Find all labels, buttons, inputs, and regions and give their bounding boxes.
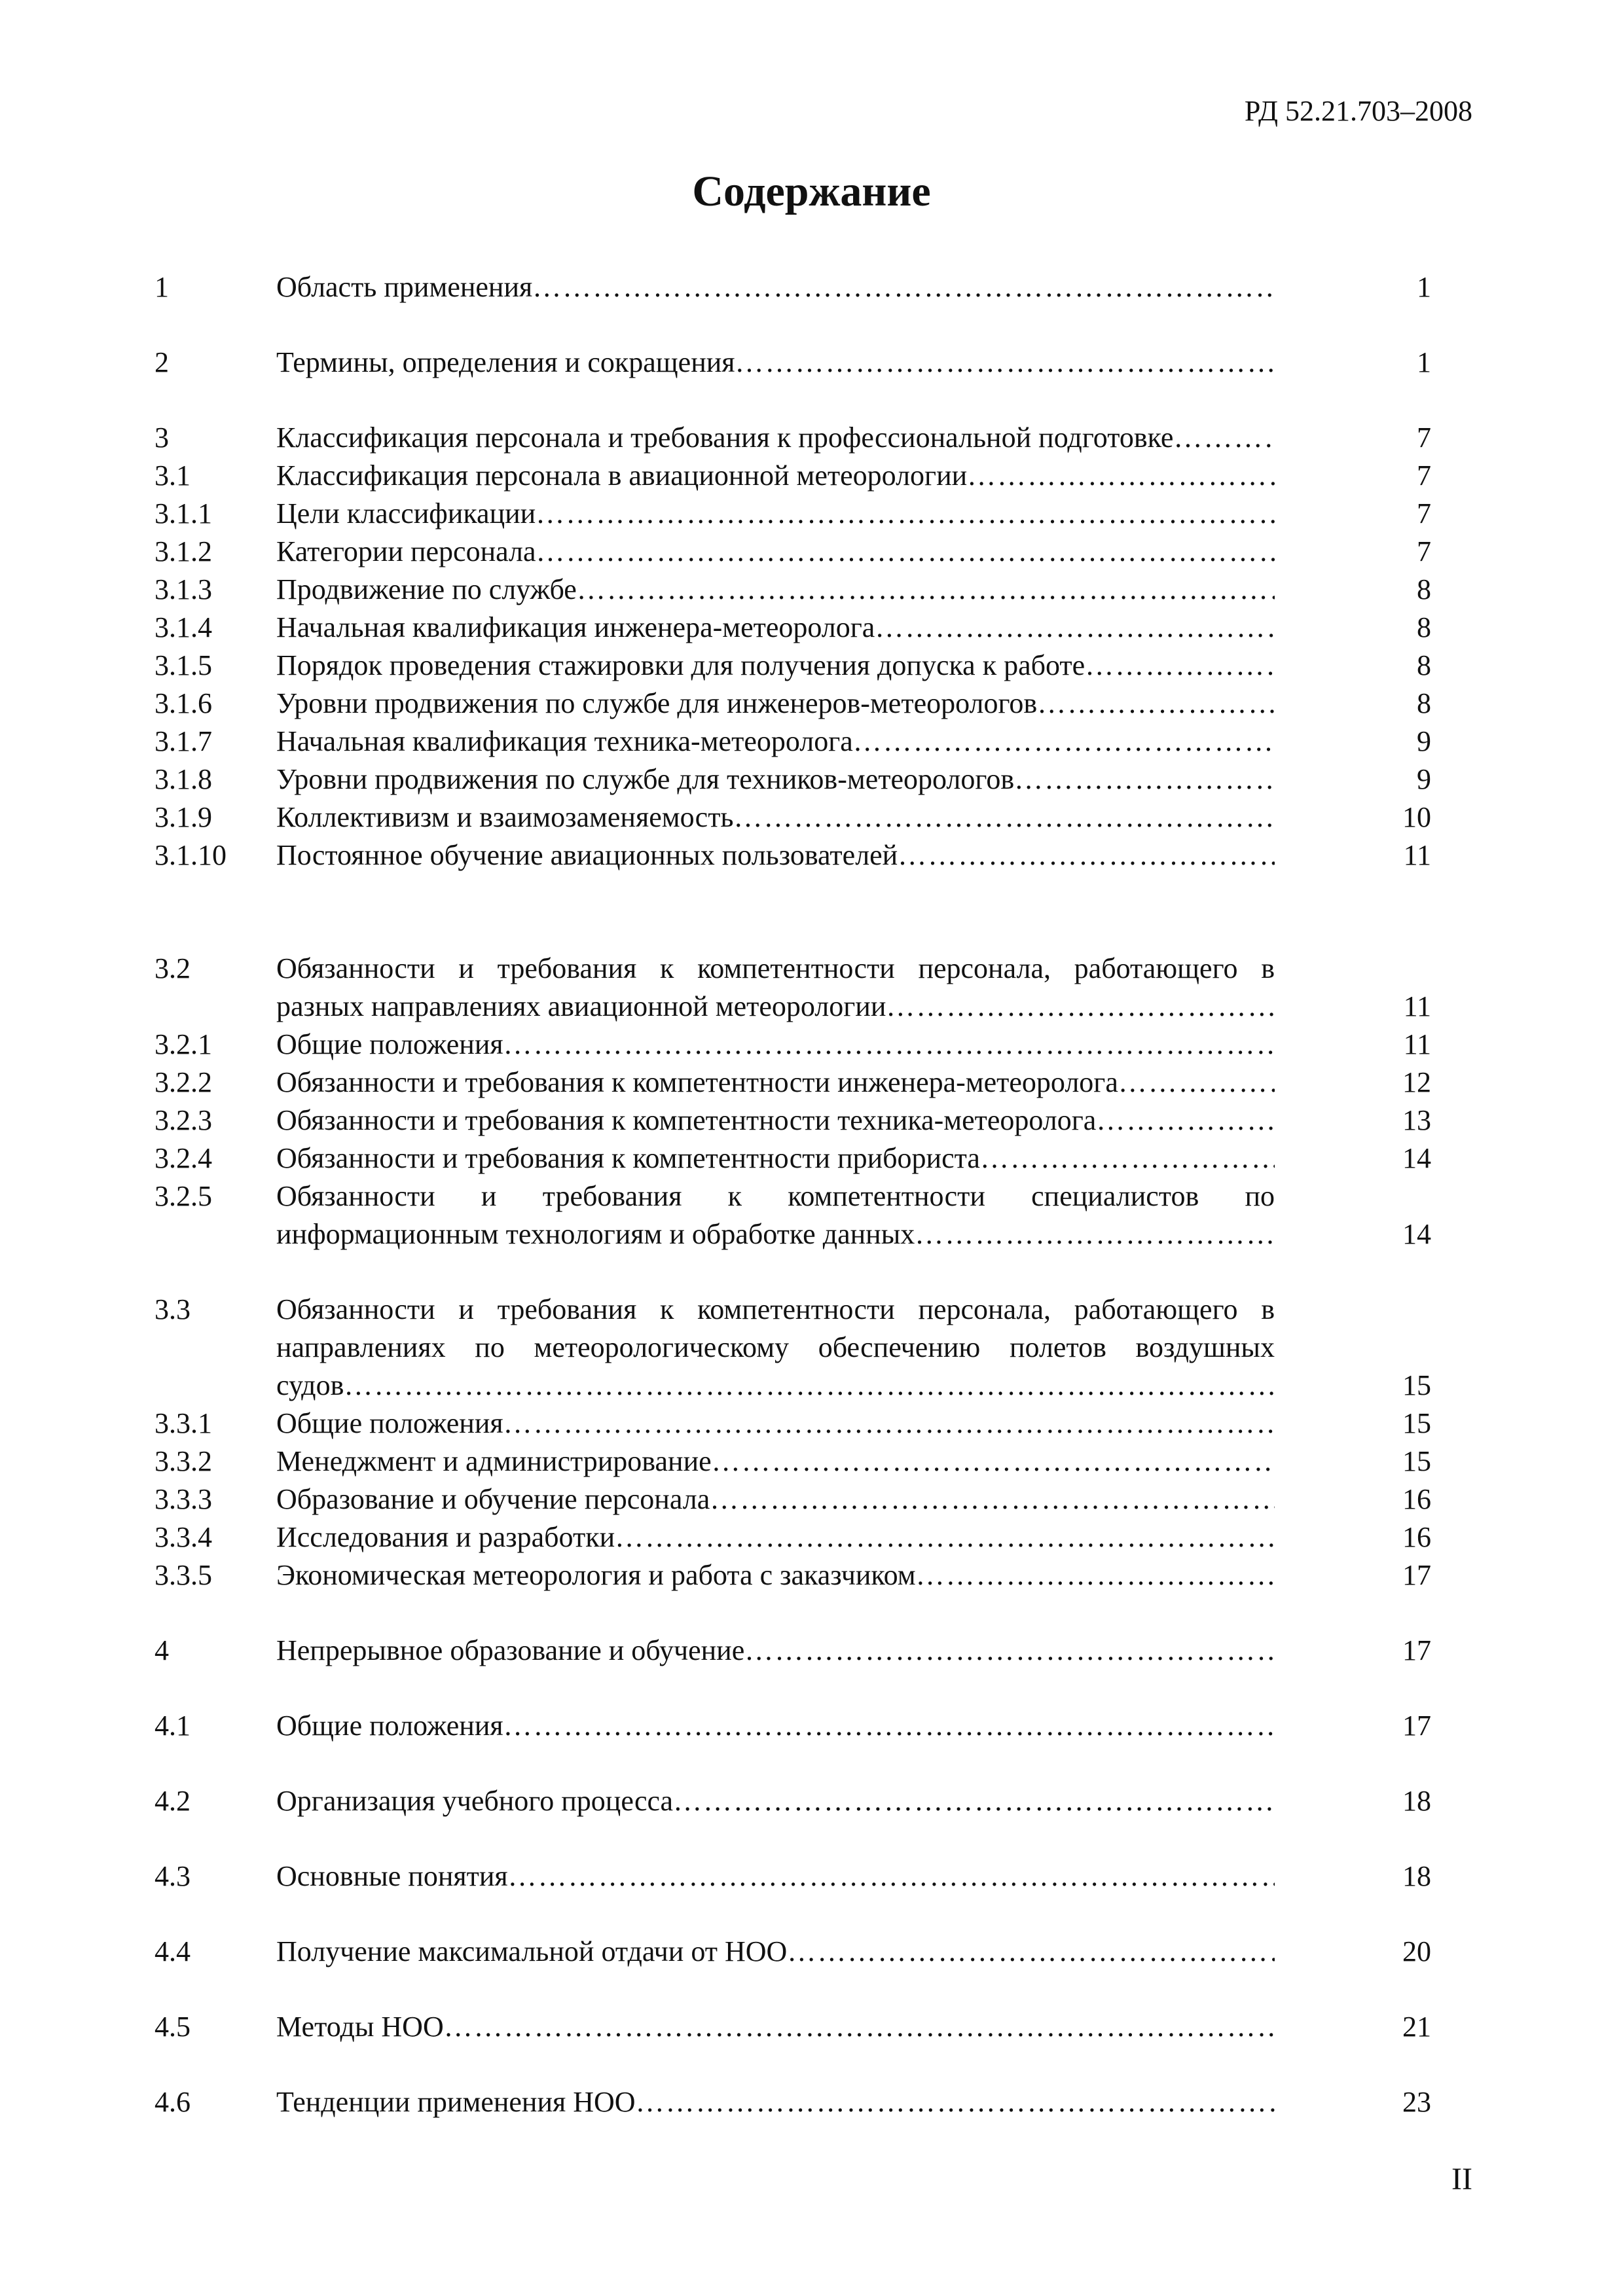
dot-leader: [787, 1933, 1275, 1971]
toc-entry-page: 15: [1402, 1445, 1431, 1477]
toc-entry-title-row: [276, 1480, 1275, 1518]
toc-entry-body: [276, 1632, 1275, 1670]
toc-entry-body: [276, 571, 1275, 609]
toc-entry-title-row: [276, 457, 1275, 495]
toc-entry-title: Коллективизм и взаимозаменяемость: [276, 801, 734, 833]
toc-entry-page: 9: [1417, 763, 1431, 795]
toc-entry-number: 4.6: [155, 2086, 191, 2118]
toc-entry-title: Исследования и разработки: [276, 1521, 615, 1553]
toc-entry-title: Уровни продвижения по службе для инженеров-метеорологов: [276, 687, 1038, 719]
toc-entry: [155, 419, 1431, 457]
toc-entry: [155, 1177, 1431, 1253]
toc-entry-page: 1: [1417, 271, 1431, 303]
toc-entry-title: Общие положения: [276, 1407, 503, 1439]
toc-entry-title-row: [276, 1215, 1275, 1253]
toc-entry-page: 8: [1417, 649, 1431, 681]
toc-entry-title-row: [276, 1857, 1275, 1895]
toc-entry-body: [276, 609, 1275, 647]
toc-entry: [155, 647, 1431, 685]
toc-entry-number: 4.4: [155, 1935, 191, 1967]
dot-leader: [673, 1782, 1275, 1820]
dot-leader: [853, 723, 1275, 761]
toc-entry-body: [276, 419, 1275, 457]
toc-entry-title: Постоянное обучение авиационных пользователей: [276, 839, 898, 871]
toc-entry-number: 3.1.5: [155, 649, 212, 681]
toc-entry: [155, 2008, 1431, 2046]
toc-entry-number: 3.3.2: [155, 1445, 212, 1477]
toc-entry-number: 3.1.10: [155, 839, 227, 871]
dot-leader: [344, 1367, 1275, 1405]
toc-entry-page: 7: [1417, 459, 1431, 492]
dot-leader: [1096, 1102, 1275, 1139]
toc-entry-number: 3.2.4: [155, 1142, 212, 1174]
toc-entry-title-row: [276, 1405, 1275, 1443]
toc-entry-page: 14: [1402, 1218, 1431, 1250]
toc-entry-page: 8: [1417, 687, 1431, 719]
toc-entry: [155, 1064, 1431, 1102]
toc-entry-number: 3.1.6: [155, 687, 212, 719]
dot-leader: [636, 2083, 1275, 2121]
dot-leader: [710, 1480, 1275, 1518]
toc-entry-title-row: [276, 761, 1275, 798]
toc-entry-title-row: [276, 1367, 1275, 1405]
toc-entry-page: 11: [1403, 839, 1431, 871]
dot-leader: [915, 1215, 1275, 1253]
toc-entry: [155, 344, 1431, 382]
toc-entry: [155, 685, 1431, 723]
toc-entry-title: Экономическая метеорология и работа с заказчиком: [276, 1559, 916, 1591]
toc-entry-title-row: [276, 1026, 1275, 1064]
toc-entry-body: [276, 1518, 1275, 1556]
toc-entry-number: 4: [155, 1634, 169, 1666]
toc-entry-number: 3.3.1: [155, 1407, 212, 1439]
toc-entry-page: 11: [1403, 990, 1431, 1022]
toc-entry-number: 3.3: [155, 1293, 191, 1325]
toc-entry: [155, 1291, 1431, 1405]
toc-entry-title-row: [276, 1782, 1275, 1820]
dot-leader: [898, 836, 1275, 874]
toc-entry-title-row: [276, 571, 1275, 609]
dot-leader: [503, 1026, 1275, 1064]
toc-entry-number: 3.2.1: [155, 1028, 212, 1060]
toc-entry: [155, 798, 1431, 836]
dot-leader: [536, 495, 1275, 533]
dot-leader: [1118, 1064, 1275, 1102]
toc-entry-title: Область применения: [276, 271, 533, 303]
toc-entry-title: Общие положения: [276, 1028, 503, 1060]
toc-entry-number: 3.2: [155, 952, 191, 984]
toc-entry-number: 3.2.2: [155, 1066, 212, 1098]
toc-entry-page: 13: [1402, 1104, 1431, 1136]
dot-leader: [735, 344, 1275, 382]
toc-entry-number: 3.3.3: [155, 1483, 212, 1515]
dot-leader: [1173, 419, 1275, 457]
toc-entry-body: [276, 1857, 1275, 1895]
toc-entry-body: [276, 2083, 1275, 2121]
toc-entry-number: 3.3.4: [155, 1521, 212, 1553]
toc-entry-body: [276, 836, 1275, 874]
toc-entry-title: Классификация персонала в авиационной метеорологии: [276, 459, 968, 492]
toc-entry-page: 9: [1417, 725, 1431, 757]
toc-entry: [155, 1632, 1431, 1670]
dot-leader: [1085, 647, 1275, 685]
toc-entry-title: Методы НОО: [276, 2011, 444, 2043]
dot-leader: [1037, 685, 1275, 723]
toc-entry-body: [276, 1102, 1275, 1139]
dot-leader: [744, 1632, 1275, 1670]
toc-entry-title-row: [276, 798, 1275, 836]
toc-entry-number: 2: [155, 346, 169, 378]
toc-entry-page: 10: [1402, 801, 1431, 833]
toc-entry: [155, 1026, 1431, 1064]
toc-entry-title-row: [276, 836, 1275, 874]
toc-entry-title-row: [276, 647, 1275, 685]
toc-entry-body: [276, 1291, 1275, 1405]
toc-entry-title: информационным технологиям и обработке данных: [276, 1218, 915, 1250]
toc-entry-body: [276, 798, 1275, 836]
toc-entry-number: 4.3: [155, 1860, 191, 1892]
toc-entry-title-row: [276, 1632, 1275, 1670]
toc-entry-body: [276, 1933, 1275, 1971]
toc-entry-title: Обязанности и требования к компетентности прибориста: [276, 1142, 980, 1174]
toc-entry-title-row: [276, 1556, 1275, 1594]
toc-entry-title: Обязанности и требования к компетентности инженера-метеоролога: [276, 1066, 1118, 1098]
toc-entry-title: Менеджмент и администрирование: [276, 1445, 712, 1477]
dot-leader: [886, 988, 1275, 1026]
toc-entry-title-row: [276, 1443, 1275, 1480]
toc-entry-number: 3.1: [155, 459, 191, 492]
toc-entry-title: Начальная квалификация инженера-метеоролога: [276, 611, 875, 643]
dot-leader: [577, 571, 1275, 609]
toc-entry-page: 17: [1402, 1634, 1431, 1666]
toc-entry-page: 18: [1402, 1785, 1431, 1817]
dot-leader: [615, 1518, 1275, 1556]
toc-entry-number: 4.5: [155, 2011, 191, 2043]
toc-entry-number: 3.1.9: [155, 801, 212, 833]
toc-entry-title: Начальная квалификация техника-метеоролога: [276, 725, 853, 757]
toc-entry-title: судов: [276, 1369, 344, 1401]
toc-entry-number: 3.2.5: [155, 1180, 212, 1212]
toc-entry-title: Порядок проведения стажировки для получения допуска к работе: [276, 649, 1085, 681]
toc-entry-page: 15: [1402, 1407, 1431, 1439]
document-id: РД 52.21.703–2008: [1244, 95, 1472, 127]
toc-entry-line: направлениях по метеорологическому обеспечению полетов воздушных: [276, 1331, 1275, 1363]
toc-entry: [155, 268, 1431, 306]
toc-entry-title: разных направлениях авиационной метеорологии: [276, 990, 886, 1022]
toc-entry-title: Категории персонала: [276, 535, 536, 567]
dot-leader: [712, 1443, 1275, 1480]
toc-entry: [155, 1707, 1431, 1745]
toc-entry-line: Обязанности и требования к компетентности персонала, работающего в: [276, 952, 1275, 984]
toc-entry-number: 3.1.7: [155, 725, 212, 757]
toc-entry-title-row: [276, 685, 1275, 723]
toc-entry-title: Классификация персонала и требования к профессиональной подготовке: [276, 422, 1174, 454]
toc-entry-number: 1: [155, 271, 169, 303]
toc-entry-title: Образование и обучение персонала: [276, 1483, 710, 1515]
toc-entry-body: [276, 344, 1275, 382]
toc-entry-title: Обязанности и требования к компетентности техника-метеоролога: [276, 1104, 1097, 1136]
toc-entry-page: 12: [1402, 1066, 1431, 1098]
toc-entry-page: 7: [1417, 422, 1431, 454]
toc-entry-body: [276, 647, 1275, 685]
page-number: II: [1451, 2162, 1472, 2197]
toc-entry-page: 23: [1402, 2086, 1431, 2118]
toc-entry: [155, 1102, 1431, 1139]
page-title: Содержание: [692, 168, 931, 215]
toc-entry-page: 7: [1417, 497, 1431, 529]
toc-entry: [155, 1405, 1431, 1443]
toc-entry-title: Получение максимальной отдачи от НОО: [276, 1935, 788, 1967]
dot-leader: [980, 1139, 1275, 1177]
toc-entry-line: Обязанности и требования к компетентности специалистов по: [276, 1180, 1275, 1212]
toc-entry-page: 15: [1402, 1369, 1431, 1401]
toc-entry-page: 16: [1402, 1521, 1431, 1553]
toc-entry-number: 4.2: [155, 1785, 191, 1817]
toc-entry-title-row: [276, 495, 1275, 533]
dot-leader: [444, 2008, 1275, 2046]
toc-entry-title-row: [276, 1707, 1275, 1745]
toc-entry: [155, 2083, 1431, 2121]
toc-entry: [155, 495, 1431, 533]
toc-entry-number: 3.1.3: [155, 573, 212, 605]
toc-entry-title: Непрерывное образование и обучение: [276, 1634, 745, 1666]
toc-entry-body: [276, 723, 1275, 761]
toc-entry-title: Общие положения: [276, 1710, 503, 1742]
toc-entry-body: [276, 950, 1275, 1026]
toc-entry-page: 17: [1402, 1710, 1431, 1742]
dot-leader: [536, 533, 1275, 571]
toc-entry-number: 3.1.8: [155, 763, 212, 795]
toc-entry-body: [276, 495, 1275, 533]
toc-entry-body: [276, 1782, 1275, 1820]
toc-entry: [155, 1443, 1431, 1480]
toc-entry-page: 18: [1402, 1860, 1431, 1892]
toc-entry-page: 8: [1417, 573, 1431, 605]
toc-entry-title-row: [276, 1139, 1275, 1177]
toc-entry-body: [276, 533, 1275, 571]
toc-entry-title-row: [276, 609, 1275, 647]
toc-entry-page: 1: [1417, 346, 1431, 378]
toc-entry-title-row: [276, 2008, 1275, 2046]
toc-entry-body: [276, 1139, 1275, 1177]
toc-entry-title-row: [276, 723, 1275, 761]
toc-entry-body: [276, 1026, 1275, 1064]
toc-entry: [155, 571, 1431, 609]
toc-entry-title: Уровни продвижения по службе для техников-метеорологов: [276, 763, 1015, 795]
toc-entry-body: [276, 1064, 1275, 1102]
table-of-contents: [155, 268, 1431, 2121]
toc-entry-title-row: [276, 1102, 1275, 1139]
toc-entry: [155, 1556, 1431, 1594]
toc-entry: [155, 609, 1431, 647]
toc-entry-line: Обязанности и требования к компетентности персонала, работающего в: [276, 1293, 1275, 1325]
toc-entry: [155, 533, 1431, 571]
toc-entry: [155, 761, 1431, 798]
toc-entry-title: Цели классификации: [276, 497, 536, 529]
toc-entry: [155, 950, 1431, 1026]
dot-leader: [1014, 761, 1275, 798]
dot-leader: [503, 1405, 1275, 1443]
toc-entry: [155, 1782, 1431, 1820]
toc-entry-body: [276, 2008, 1275, 2046]
toc-entry: [155, 836, 1431, 874]
toc-entry-page: 14: [1402, 1142, 1431, 1174]
toc-entry-number: 3.1.1: [155, 497, 212, 529]
toc-entry-title-row: [276, 1933, 1275, 1971]
dot-leader: [532, 268, 1275, 306]
toc-entry-number: 3: [155, 422, 169, 454]
toc-entry-title-row: [276, 344, 1275, 382]
toc-entry: [155, 1139, 1431, 1177]
toc-entry-number: 3.1.4: [155, 611, 212, 643]
toc-entry-page: 7: [1417, 535, 1431, 567]
toc-entry-title: Тенденции применения НОО: [276, 2086, 636, 2118]
toc-entry-body: [276, 1480, 1275, 1518]
toc-entry-title-row: [276, 2083, 1275, 2121]
toc-entry-title: Основные понятия: [276, 1860, 508, 1892]
toc-entry-number: 3.1.2: [155, 535, 212, 567]
toc-entry-page: 17: [1402, 1559, 1431, 1591]
toc-entry-title-row: [276, 1518, 1275, 1556]
toc-entry-body: [276, 1405, 1275, 1443]
toc-entry-title-row: [276, 533, 1275, 571]
toc-entry-number: 4.1: [155, 1710, 191, 1742]
toc-entry-title-row: [276, 988, 1275, 1026]
toc-entry: [155, 1933, 1431, 1971]
toc-entry-body: [276, 1556, 1275, 1594]
dot-leader: [916, 1556, 1275, 1594]
toc-entry-page: 11: [1403, 1028, 1431, 1060]
toc-entry-body: [276, 685, 1275, 723]
toc-entry-body: [276, 1443, 1275, 1480]
toc-entry-title-row: [276, 1064, 1275, 1102]
dot-leader: [967, 457, 1275, 495]
toc-entry-body: [276, 1707, 1275, 1745]
toc-entry: [155, 1857, 1431, 1895]
toc-entry-title: Термины, определения и сокращения: [276, 346, 735, 378]
toc-entry-title-row: [276, 268, 1275, 306]
toc-entry-page: 16: [1402, 1483, 1431, 1515]
dot-leader: [503, 1707, 1275, 1745]
dot-leader: [734, 798, 1275, 836]
toc-entry-title: Организация учебного процесса: [276, 1785, 674, 1817]
toc-entry: [155, 1480, 1431, 1518]
toc-entry-body: [276, 1177, 1275, 1253]
toc-entry-title: Продвижение по службе: [276, 573, 577, 605]
toc-entry-body: [276, 761, 1275, 798]
toc-entry: [155, 723, 1431, 761]
toc-entry-page: 20: [1402, 1935, 1431, 1967]
toc-entry-body: [276, 457, 1275, 495]
toc-entry-page: 21: [1402, 2011, 1431, 2043]
toc-entry: [155, 1518, 1431, 1556]
toc-entry-body: [276, 268, 1275, 306]
dot-leader: [875, 609, 1275, 647]
dot-leader: [508, 1857, 1275, 1895]
toc-entry-title-row: [276, 419, 1275, 457]
toc-entry: [155, 457, 1431, 495]
toc-entry-number: 3.2.3: [155, 1104, 212, 1136]
toc-entry-number: 3.3.5: [155, 1559, 212, 1591]
toc-entry-page: 8: [1417, 611, 1431, 643]
